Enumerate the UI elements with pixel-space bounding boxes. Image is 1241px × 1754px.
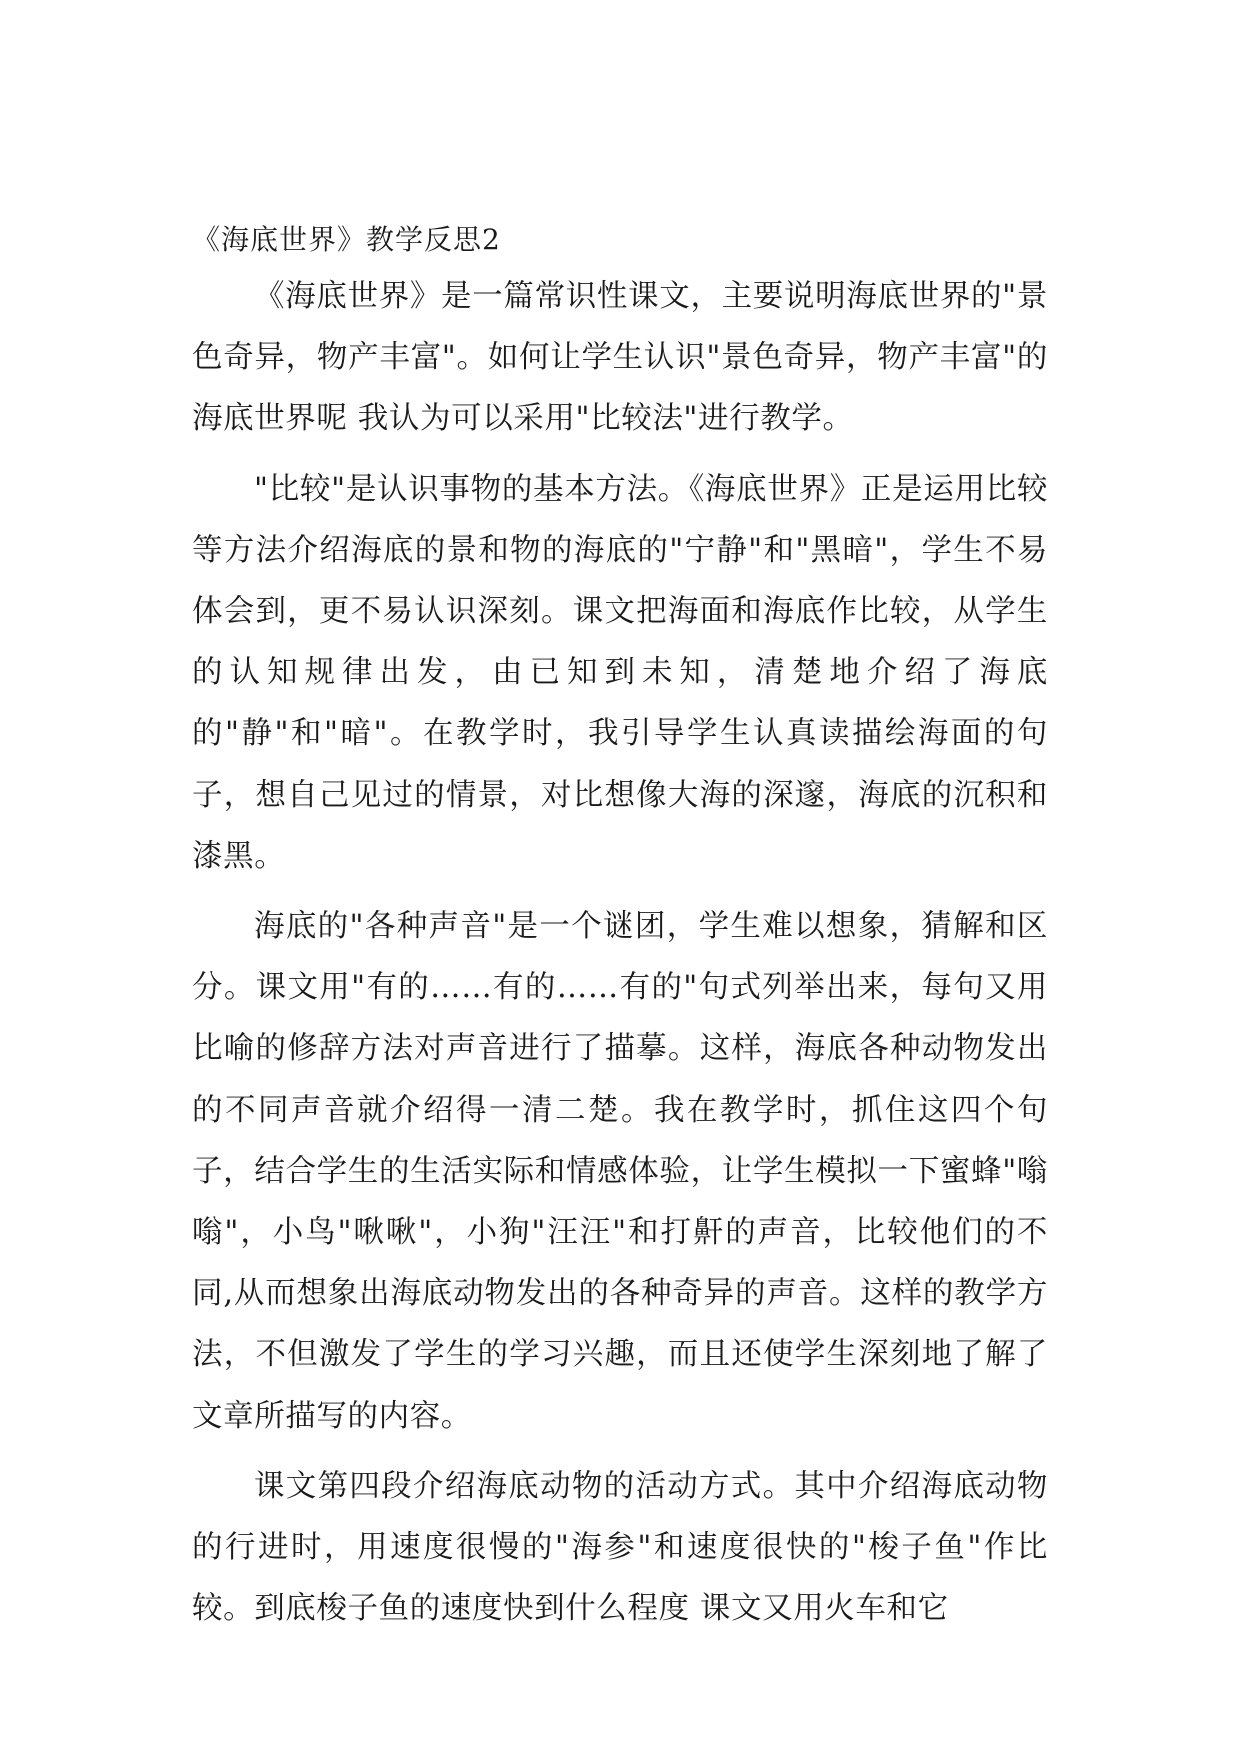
document-body: [192, 218, 1048, 1639]
paragraph-comparison: "比较"是认识事物的基本方法。《海底世界》正是运用比较等方法介绍海底的景和物的海底的"宁静"和"黑暗"，学生不易体会到，更不易认识深刻。课文把海面和海底作比较，从学生的认知规律出发，由已知到未知，清楚地介绍了海底的"静"和"暗"。在教学时，我引导学生认真读描绘海面的句子，想自己见过的情景，对比想像大海的深邃，海底的沉积和漆黑。: [192, 471, 1048, 874]
paragraph-intro: 《海底世界》是一篇常识性课文，主要说明海底世界的"景色奇异，物产丰富"。如何让学生认识"景色奇异，物产丰富"的海底世界呢 我认为可以采用"比较法"进行教学。: [192, 279, 1048, 437]
document-title: 《海底世界》教学反思2: [192, 223, 501, 256]
paragraph-sounds: 海底的"各种声音"是一个谜团，学生难以想象，猜解和区分。课文用"有的……有的……有的"句式列举出来，每句又用比喻的修辞方法对声音进行了描摹。这样，海底各种动物发出的不同声音就介绍得一清二楚。我在教学时，抓住这四个句子，结合学生的生活实际和情感体验，让学生模拟一下蜜蜂"嗡嗡"，小鸟"啾啾"，小狗"汪汪"和打鼾的声音，比较他们的不同,从而想象出海底动物发出的各种奇异的声音。这样的教学方法，不但激发了学生的学习兴趣，而且还使学生深刻地了解了文章所描写的内容。: [192, 909, 1048, 1434]
paragraph-movement: 课文第四段介绍海底动物的活动方式。其中介绍海底动物的行进时，用速度很慢的"海参"和速度很快的"梭子鱼"作比较。到底梭子鱼的速度快到什么程度 课文又用火车和它: [192, 1468, 1048, 1627]
